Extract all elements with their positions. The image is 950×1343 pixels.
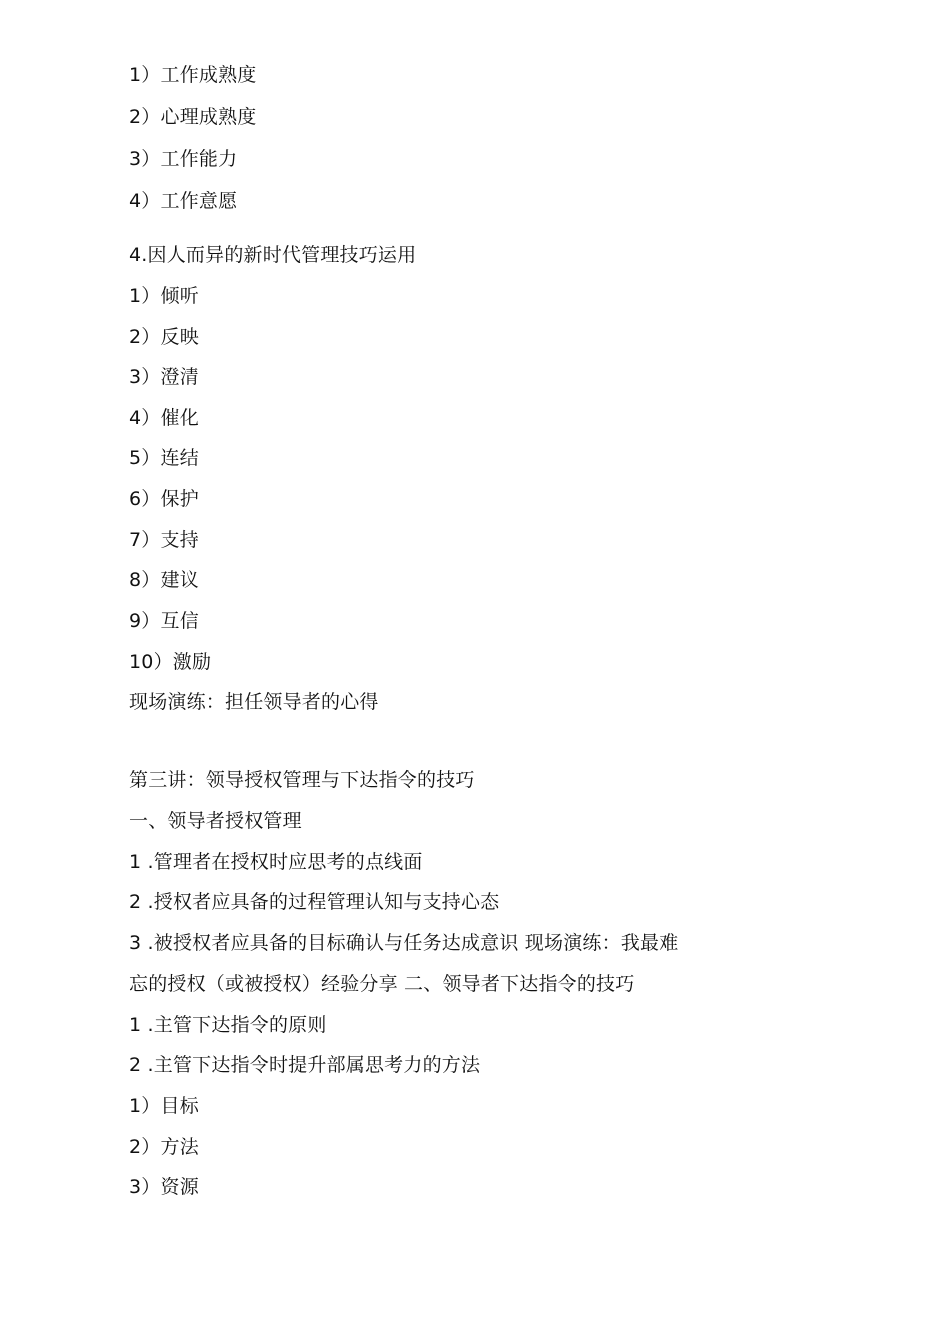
list-item: 6）保护 <box>129 488 199 510</box>
list-item: 7）支持 <box>129 529 199 551</box>
paragraph-line: 忘的授权（或被授权）经验分享 二、领导者下达指令的技巧 <box>129 973 635 995</box>
list-item: 4）工作意愿 <box>129 190 238 212</box>
list-item: 1）工作成熟度 <box>129 64 257 86</box>
list-item: 1 .主管下达指令的原则 <box>129 1014 327 1036</box>
section-heading: 一、领导者授权管理 <box>129 810 302 832</box>
list-item: 2）反映 <box>129 326 199 348</box>
list-item: 1）倾听 <box>129 285 199 307</box>
list-item: 2）方法 <box>129 1136 199 1158</box>
list-item: 8）建议 <box>129 569 199 591</box>
list-item: 1 .管理者在授权时应思考的点线面 <box>129 851 423 873</box>
practice-note: 现场演练：担任领导者的心得 <box>129 691 379 713</box>
list-item: 2 .主管下达指令时提升部属思考力的方法 <box>129 1054 481 1076</box>
lecture-title: 第三讲：领导授权管理与下达指令的技巧 <box>129 769 475 791</box>
list-item: 2 .授权者应具备的过程管理认知与支持心态 <box>129 891 500 913</box>
list-item: 4）催化 <box>129 407 199 429</box>
list-item: 3）资源 <box>129 1176 199 1198</box>
list-item: 5）连结 <box>129 447 199 469</box>
list-item: 1）目标 <box>129 1095 199 1117</box>
list-item: 10）激励 <box>129 651 212 673</box>
list-item: 2）心理成熟度 <box>129 106 257 128</box>
section-heading: 4.因人而异的新时代管理技巧运用 <box>129 244 417 266</box>
paragraph-line: 3 .被授权者应具备的目标确认与任务达成意识 现场演练：我最难 <box>129 932 679 954</box>
list-item: 3）工作能力 <box>129 148 238 170</box>
list-item: 3）澄清 <box>129 366 199 388</box>
list-item: 9）互信 <box>129 610 199 632</box>
